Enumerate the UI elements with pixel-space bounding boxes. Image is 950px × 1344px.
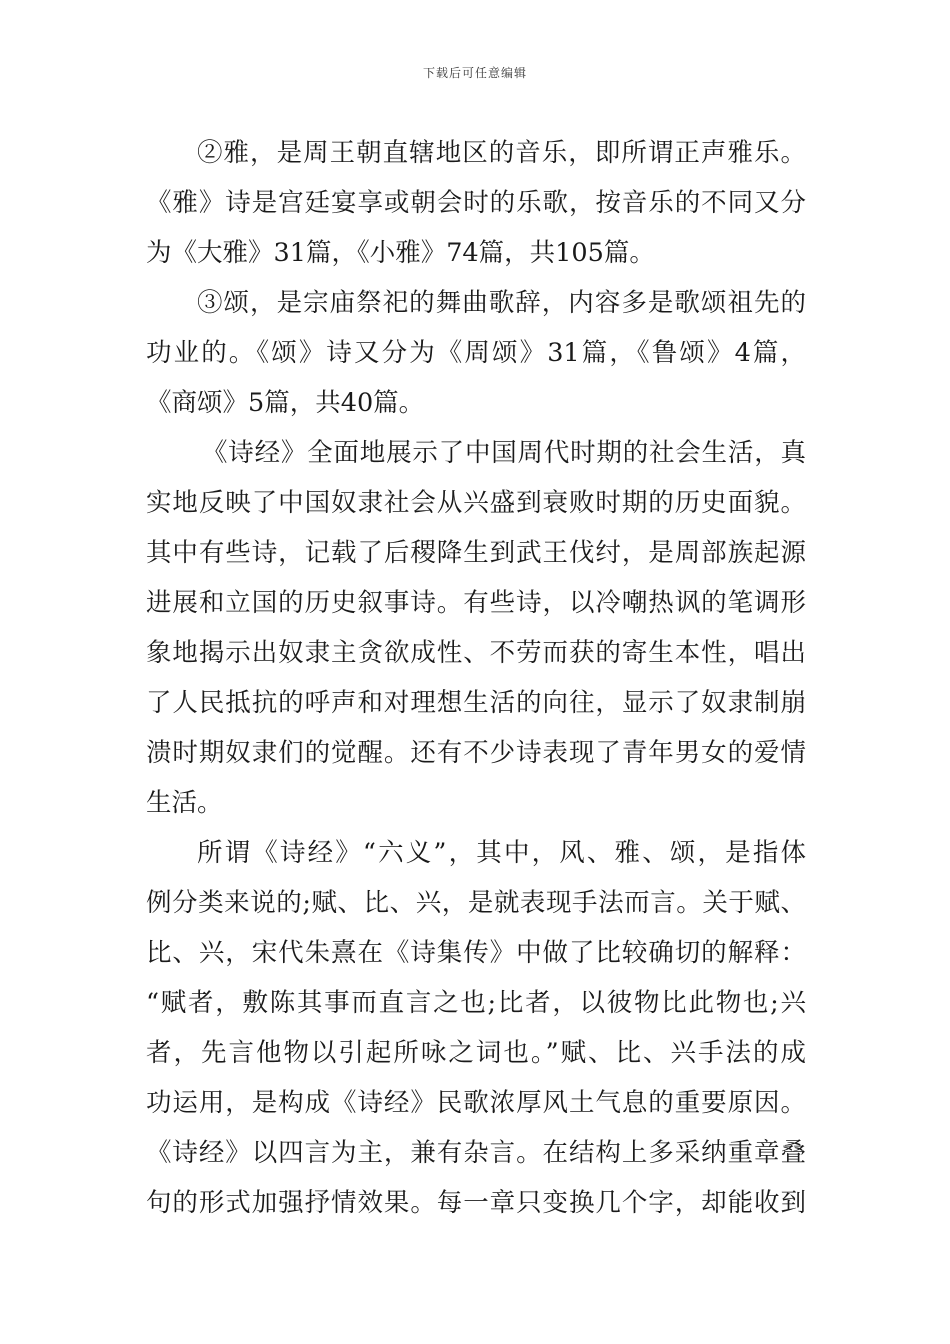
text-line: 《诗经》以四言为主，兼有杂言。在结构上多采纳重章叠 [146, 1138, 806, 1168]
text-line: 句的形式加强抒情效果。每一章只变换几个字，却能收到 [146, 1188, 806, 1218]
paragraph [146, 428, 806, 828]
text-line: “赋者，敷陈其事而直言之也;比者，以彼物比此物也;兴 [146, 988, 806, 1018]
text-line: 了人民抵抗的呼声和对理想生活的向往，显示了奴隶制崩 [146, 688, 806, 718]
page-header-note: 下载后可任意编辑 [422, 66, 527, 80]
text-line: 比、兴，宋代朱熹在《诗集传》中做了比较确切的解释： [146, 938, 806, 968]
text-line: 进展和立国的历史叙事诗。有些诗，以冷嘲热讽的笔调形 [146, 588, 806, 618]
text-line: 生活。 [146, 788, 223, 818]
paragraph [146, 128, 806, 278]
text-line: 《商颂》5篇，共40篇。 [146, 388, 425, 418]
text-line: 例分类来说的;赋、比、兴，是就表现手法而言。关于赋、 [146, 888, 806, 918]
text-line: 功运用，是构成《诗经》民歌浓厚风土气息的重要原因。 [146, 1088, 806, 1118]
text-line: 象地揭示出奴隶主贪欲成性、不劳而获的寄生本性，唱出 [146, 638, 806, 668]
text-line: 《雅》诗是宫廷宴享或朝会时的乐歌，按音乐的不同又分 [146, 188, 806, 218]
document-body [146, 128, 806, 1228]
text-line: 所谓《诗经》“六义”，其中，风、雅、颂，是指体 [197, 838, 806, 868]
text-line: 溃时期奴隶们的觉醒。还有不少诗表现了青年男女的爱情 [146, 738, 806, 768]
text-line: 为《大雅》31篇，《小雅》74篇，共105篇。 [146, 238, 655, 268]
text-line: 实地反映了中国奴隶社会从兴盛到衰败时期的历史面貌。 [146, 488, 806, 518]
paragraph [146, 278, 806, 428]
text-line: 功业的。《颂》诗又分为《周颂》31篇，《鲁颂》4篇， [146, 338, 806, 368]
text-line: 《诗经》全面地展示了中国周代时期的社会生活，真 [202, 438, 806, 468]
text-line: ③颂，是宗庙祭祀的舞曲歌辞，内容多是歌颂祖先的 [197, 288, 806, 318]
paragraph [146, 828, 806, 1228]
text-line: 者，先言他物以引起所咏之词也。”赋、比、兴手法的成 [146, 1038, 806, 1068]
text-line: ②雅，是周王朝直辖地区的音乐，即所谓正声雅乐。 [197, 138, 806, 168]
text-line: 其中有些诗，记载了后稷降生到武王伐纣，是周部族起源 [146, 538, 806, 568]
